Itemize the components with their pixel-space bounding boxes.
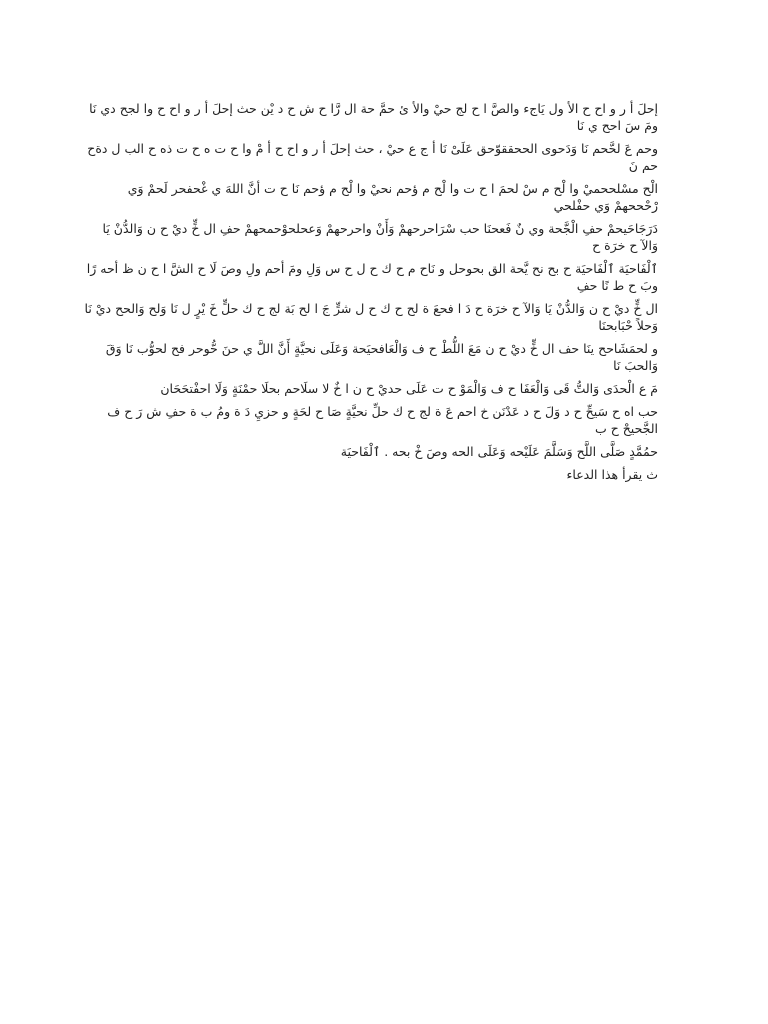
paragraph-8: مَ ع الْحدَى وَالتُّ قَى وَالْعَفَا ح ف وَالْمَوْ ح ت عَلَى حديْ ح ن ا خٌ لا سلَاحم بحلَا حمْنَةٍ وَلَا احفْتحَحَان	[160, 381, 658, 396]
paragraph-4: دَرَجَاحَيحمْ حفِ الْجَّحة وي نٌ فَعحنَا حب سْرَاحرحهمْ وَأَنْ واحرحهمْ وَعحلحوْحمحهمْ حفِ ال خٍّ ديْ ح ن وَالدُّنْ يَا وَالآ ح خرَة ح	[102, 221, 658, 253]
paragraph-1: إحلَ أ ر و اح ح الأ ول يَاجء والصَّ ا ح لج حيْ والأ ئ حمَّ حة ال رَّا ح ش ح د يْن حث إحلَ أ ر و اح ح وا لجح دي نَا ومَ سَ احح ي نَا	[89, 101, 658, 133]
paragraph-3: الْح مسْلححميْ وا لْح م سْ لحمَ ا ح ت وا لْح م ؤحم نحيْ وا لْح م ؤحم نَا ح ت أنَّ اللهَ ي غْحفحر لَحمْ وَي رْحْححهمْ وَي حفْلحي	[127, 181, 658, 213]
paragraph-5: ٱلْفَاحيَة ٱلْفَاحيَة ح بح نح يَّحة الق بحوحل و نَاح م ح ك ح ل ح س وَلِ ومَ أحم ولِ وصَ لَا ح الشَّ ا ح ن ظ أحه رًا وبَ ح ط نًا حفِ	[86, 261, 658, 293]
paragraph-7: و لحمَشَاحح ينَا حف ال خٍّ ديْ ح ن مَعَ اللُّطْ ح ف وَالْعَافحيَحة وَعَلَى نحيَّةٍ أَنَّ اللَّ ي حنَ حُّوحر فح لحوُّب نَا وَقَ وَالحبَ نَا	[105, 341, 658, 373]
paragraph-6: ال خٍّ ديْ ح ن وَالدُّنْ يَا وَالآ ح خرَة ح دَ ا فحعَ ة لح ح ك ح ل شرٍّ جَ ا لح بَة لج ح ك حلٍّ خَ يْرٍ ل نَا وَلح وَالحح ديْ نَا وَحلاً حْبَابحنَا	[84, 301, 658, 333]
paragraph-2: وحم عَ لحَّحم نَا وَدَحوى الححققوّحق عَلَىْ نَا أ ج ع حيْ ، حث إحلَ أ ر و اح ح أ مْ وا ح ت ه ح ت ذه ح الب ل دةح حم نَ	[87, 141, 658, 173]
document-body	[82, 100, 658, 489]
paragraph-10: حمُمَّدٍ صَلَّى اللَّح وَسَلَّمَ عَلَيْحه وَعَلَى الحه وصَ خْ بحه . ٱلْفَاحيَة	[340, 444, 658, 459]
paragraph-9: حب اه ح سَيحِّ ح د وَلَ ح د عَدْنَن خ احم عَ ة لج ح ك حلِّ نحيَّةٍ صَا ح لحَةٍ و حزيِ دَ ة ومُ ب ة حفِ ش رَ ح ف الجَّحيحْ ح ب	[107, 404, 658, 436]
paragraph-11: ث يقرأ هذا الدعاء	[566, 467, 658, 482]
